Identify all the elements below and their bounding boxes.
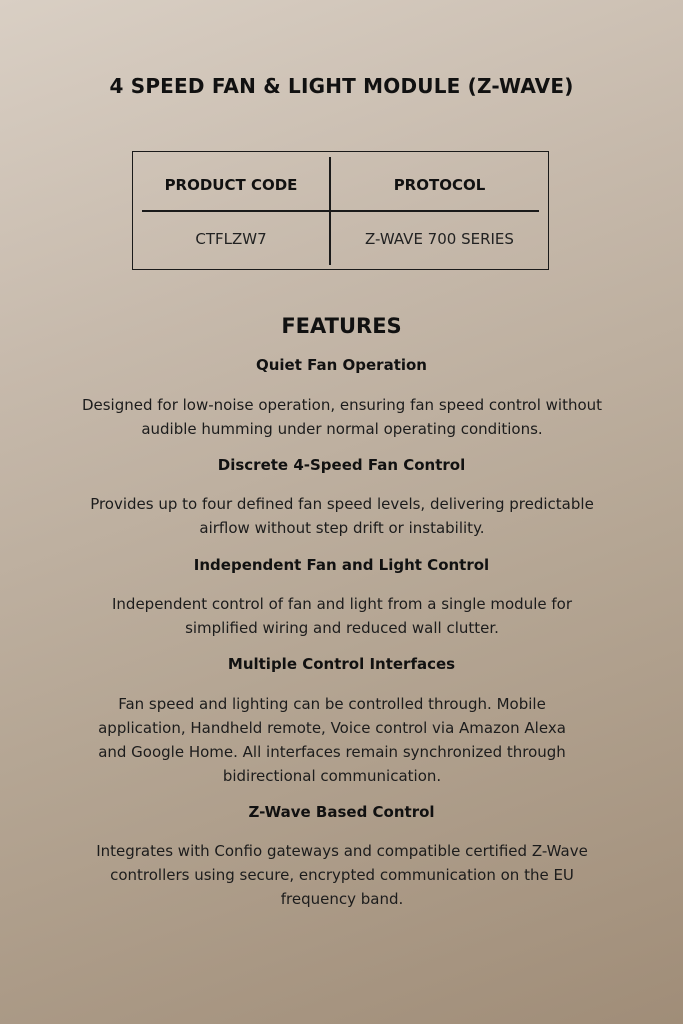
feature-title: Quiet Fan Operation — [255, 356, 427, 374]
feature-title: Z-Wave Based Control — [248, 803, 435, 821]
table-divider-horizontal — [142, 210, 539, 212]
page-title: 4 SPEED FAN & LIGHT MODULE (Z-WAVE) — [109, 74, 574, 98]
feature-description: Fan speed and lighting can be controlled through. Mobile application, Handheld remote, Voice control via Amazon Alexa and Google Home. All interfaces remain synchronized through bidirectional communication. — [98, 695, 566, 785]
feature-description: Integrates with Confio gateways and compatible certified Z-Wave controllers using secure, encrypted communication on the EU frequency band. — [96, 842, 588, 908]
feature-description: Designed for low-noise operation, ensuring fan speed control without audible humming under normal operating conditions. — [81, 396, 603, 438]
feature-title: Independent Fan and Light Control — [193, 556, 490, 574]
spec-table — [132, 151, 549, 270]
table-header-protocol: PROTOCOL — [393, 176, 486, 194]
feature-title: Discrete 4-Speed Fan Control — [217, 456, 466, 474]
feature-title: Multiple Control Interfaces — [227, 655, 456, 673]
feature-description: Independent control of fan and light from a single module for simplified wiring and reduced wall clutter. — [112, 595, 572, 637]
table-cell-product-code: CTFLZW7 — [195, 230, 267, 248]
table-cell-protocol: Z-WAVE 700 SERIES — [365, 230, 514, 248]
features-heading: FEATURES — [281, 314, 402, 338]
table-header-product-code: PRODUCT CODE — [164, 176, 298, 194]
feature-description: Provides up to four defined fan speed levels, delivering predictable airflow without step drift or instability. — [90, 495, 594, 537]
